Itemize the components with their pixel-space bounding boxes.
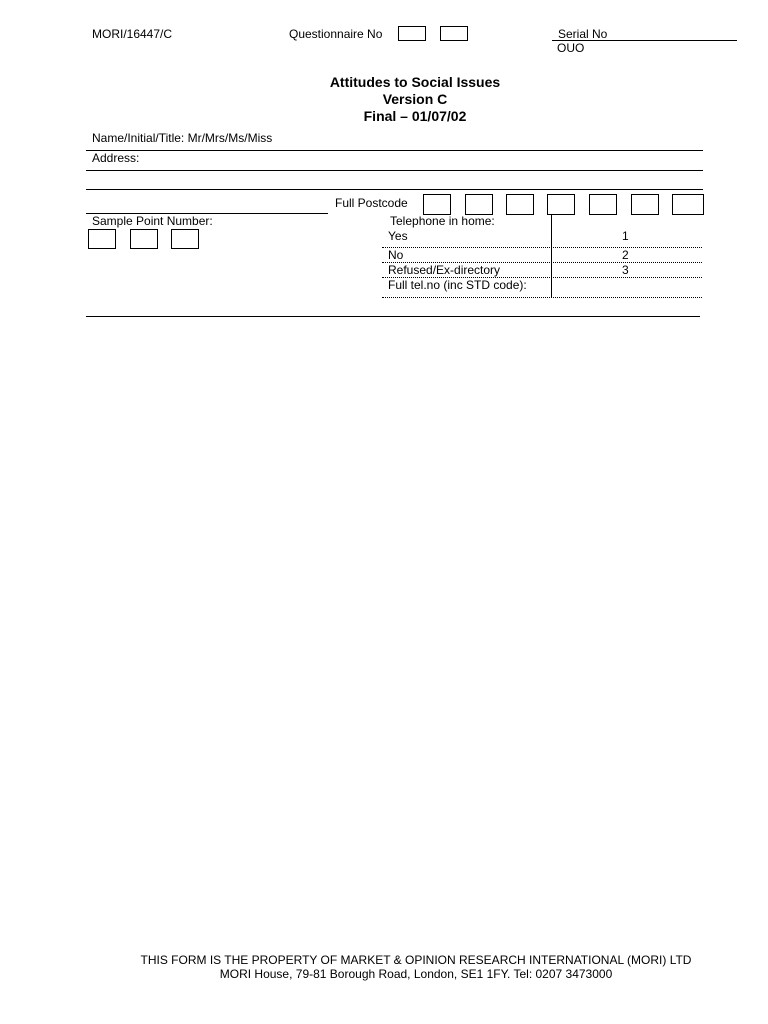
postcode-box-7[interactable] <box>672 194 704 215</box>
reference-code: MORI/16447/C <box>92 27 173 41</box>
footer-property-notice: THIS FORM IS THE PROPERTY OF MARKET & OPINION RESEARCH INTERNATIONAL (MORI) LTD <box>140 953 692 967</box>
questionnaire-no-label: Questionnaire No <box>289 27 383 41</box>
telephone-row-separator-1 <box>382 247 702 248</box>
questionnaire-no-box-2[interactable] <box>440 26 468 41</box>
postcode-box-5[interactable] <box>589 194 617 215</box>
address-line-2[interactable] <box>86 189 703 190</box>
postcode-box-4[interactable] <box>547 194 575 215</box>
survey-title: Attitudes to Social Issues <box>329 74 501 90</box>
name-title-label: Name/Initial/Title: Mr/Mrs/Ms/Miss <box>92 131 273 145</box>
section-bottom-rule <box>86 316 700 317</box>
postcode-box-6[interactable] <box>631 194 659 215</box>
questionnaire-no-box-1[interactable] <box>398 26 426 41</box>
postcode-label: Full Postcode <box>335 196 408 210</box>
telephone-option-refused-label: Refused/Ex-directory <box>388 263 501 277</box>
sample-point-box-3[interactable] <box>171 229 199 249</box>
serial-no-label: Serial No <box>558 27 608 41</box>
telephone-option-yes-code[interactable]: 1 <box>622 229 629 243</box>
sample-point-box-1[interactable] <box>88 229 116 249</box>
full-tel-line[interactable] <box>382 297 702 298</box>
survey-version: Version C <box>382 91 448 107</box>
telephone-divider <box>551 214 552 298</box>
telephone-option-refused-code[interactable]: 3 <box>622 263 629 277</box>
telephone-option-yes-label: Yes <box>388 229 408 243</box>
postcode-box-3[interactable] <box>506 194 534 215</box>
full-tel-label: Full tel.no (inc STD code): <box>388 278 527 292</box>
telephone-option-no-code[interactable]: 2 <box>622 248 629 262</box>
survey-final-date: Final – 01/07/02 <box>363 108 467 124</box>
address-line-1[interactable] <box>86 170 703 171</box>
ouo-label: OUO <box>557 41 585 55</box>
postcode-box-1[interactable] <box>423 194 451 215</box>
telephone-heading: Telephone in home: <box>390 214 495 228</box>
footer-address: MORI House, 79-81 Borough Road, London, SE1 1FY. Tel: 0207 3473000 <box>219 967 613 981</box>
sample-point-label: Sample Point Number: <box>92 214 213 228</box>
telephone-option-no-label: No <box>388 248 404 262</box>
sample-point-box-2[interactable] <box>130 229 158 249</box>
name-line[interactable] <box>86 150 703 151</box>
address-label: Address: <box>92 151 140 165</box>
postcode-box-2[interactable] <box>465 194 493 215</box>
